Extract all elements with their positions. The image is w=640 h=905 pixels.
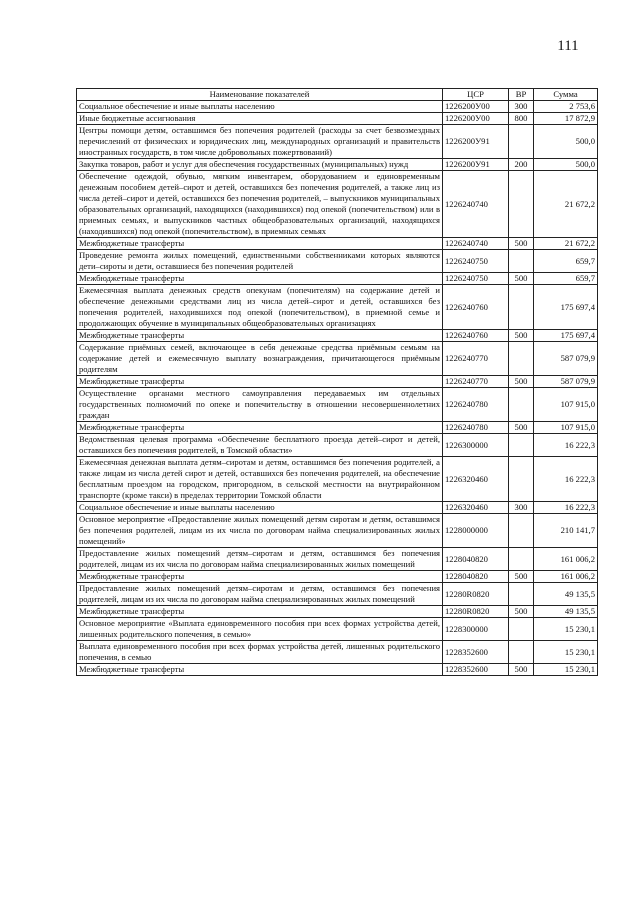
row-vr-cell: 500 <box>509 571 534 583</box>
row-sum-cell: 21 672,2 <box>534 238 598 250</box>
row-vr-cell <box>509 583 534 606</box>
table-row <box>77 606 598 618</box>
table-row <box>77 502 598 514</box>
row-vr-cell <box>509 641 534 664</box>
table-row <box>77 171 598 238</box>
table-row <box>77 250 598 273</box>
row-name-cell: Проведение ремонта жилых помещений, единственными собственниками которых являются дети–сироты и дети, оставшиеся без попечения родителей <box>77 250 443 273</box>
row-csr-cell: 1226240740 <box>443 171 509 238</box>
table-row <box>77 548 598 571</box>
row-vr-cell: 800 <box>509 113 534 125</box>
row-vr-cell: 300 <box>509 502 534 514</box>
row-name-cell: Основное мероприятие «Предоставление жилых помещений детям сиротам и детям, оставшимся без попечения родителей, лицам из их числа по договорам найма специализированных жилых помещений» <box>77 514 443 548</box>
table-row <box>77 514 598 548</box>
row-name-cell: Предоставление жилых помещений детям–сиротам и детям, оставшимся без попечения родителей, лицам из их числа по договорам найма специализированных жилых помещений <box>77 548 443 571</box>
row-sum-cell: 49 135,5 <box>534 583 598 606</box>
row-name-cell: Предоставление жилых помещений детям–сиротам и детям, оставшимся без попечения родителей, лицам из их числа по договорам найма специализированных жилых помещений <box>77 583 443 606</box>
table-row <box>77 422 598 434</box>
table-row <box>77 457 598 502</box>
row-sum-cell: 16 222,3 <box>534 502 598 514</box>
row-sum-cell: 21 672,2 <box>534 171 598 238</box>
row-sum-cell: 659,7 <box>534 250 598 273</box>
row-sum-cell: 175 697,4 <box>534 330 598 342</box>
header-vr: ВР <box>509 89 534 101</box>
page-number: 111 <box>557 38 579 54</box>
row-name-cell: Осуществление органами местного самоуправления передаваемых им отдельных государственных полномочий по опеке и попечительству в отношении несовершеннолетних граждан <box>77 388 443 422</box>
row-name-cell: Социальное обеспечение и иные выплаты населению <box>77 101 443 113</box>
row-vr-cell: 500 <box>509 376 534 388</box>
table-row <box>77 641 598 664</box>
row-sum-cell: 587 079,9 <box>534 342 598 376</box>
row-csr-cell: 1226200У00 <box>443 113 509 125</box>
table-row <box>77 342 598 376</box>
row-name-cell: Ведомственная целевая программа «Обеспечение бесплатного проезда детей–сирот и детей, оставшихся без попечения родителей, в Томской области» <box>77 434 443 457</box>
table-row <box>77 618 598 641</box>
row-sum-cell: 175 697,4 <box>534 285 598 330</box>
row-sum-cell: 49 135,5 <box>534 606 598 618</box>
row-vr-cell <box>509 388 534 422</box>
header-csr: ЦСР <box>443 89 509 101</box>
table-row <box>77 664 598 676</box>
table-row <box>77 125 598 159</box>
row-sum-cell: 161 006,2 <box>534 548 598 571</box>
row-name-cell: Межбюджетные трансферты <box>77 273 443 285</box>
row-csr-cell: 1226240770 <box>443 376 509 388</box>
row-csr-cell: 1228352600 <box>443 641 509 664</box>
row-csr-cell: 1228040820 <box>443 571 509 583</box>
row-name-cell: Выплата единовременного пособия при всех формах устройства детей, лишенных родительского попечения, в семью <box>77 641 443 664</box>
row-vr-cell <box>509 285 534 330</box>
row-sum-cell: 15 230,1 <box>534 618 598 641</box>
table-row <box>77 330 598 342</box>
row-csr-cell: 12280R0820 <box>443 583 509 606</box>
row-name-cell: Центры помощи детям, оставшимся без попечения родителей (расходы за счет безвозмездных перечислений от физических и юридических лиц, международных организаций и правительств иностранных государств, в том числе добровольных пожертвований) <box>77 125 443 159</box>
row-sum-cell: 107 915,0 <box>534 388 598 422</box>
row-vr-cell <box>509 434 534 457</box>
row-csr-cell: 1228352600 <box>443 664 509 676</box>
row-csr-cell: 12280R0820 <box>443 606 509 618</box>
row-csr-cell: 1226300000 <box>443 434 509 457</box>
row-sum-cell: 500,0 <box>534 159 598 171</box>
table-row <box>77 113 598 125</box>
row-csr-cell: 1226240750 <box>443 250 509 273</box>
row-name-cell: Межбюджетные трансферты <box>77 376 443 388</box>
table-row <box>77 571 598 583</box>
row-name-cell: Межбюджетные трансферты <box>77 238 443 250</box>
row-csr-cell: 1226240780 <box>443 422 509 434</box>
row-csr-cell: 1228000000 <box>443 514 509 548</box>
row-name-cell: Социальное обеспечение и иные выплаты населению <box>77 502 443 514</box>
row-csr-cell: 1228040820 <box>443 548 509 571</box>
row-csr-cell: 1226320460 <box>443 502 509 514</box>
row-csr-cell: 1226200У00 <box>443 101 509 113</box>
row-name-cell: Межбюджетные трансферты <box>77 606 443 618</box>
table-header-row <box>77 89 598 101</box>
table-row <box>77 101 598 113</box>
row-vr-cell <box>509 618 534 641</box>
header-name: Наименование показателей <box>77 89 443 101</box>
row-csr-cell: 1226240760 <box>443 330 509 342</box>
row-vr-cell <box>509 250 534 273</box>
row-name-cell: Межбюджетные трансферты <box>77 422 443 434</box>
row-sum-cell: 15 230,1 <box>534 641 598 664</box>
row-vr-cell: 200 <box>509 159 534 171</box>
row-name-cell: Межбюджетные трансферты <box>77 571 443 583</box>
row-vr-cell: 500 <box>509 238 534 250</box>
table-row <box>77 583 598 606</box>
row-sum-cell: 587 079,9 <box>534 376 598 388</box>
row-vr-cell: 500 <box>509 606 534 618</box>
row-name-cell: Ежемесячная денежная выплата детям–сиротам и детям, оставшимся без попечения родителей, а также лицам из числа детей сирот и детей, оставшихся без попечения родителей, на обеспечение бесплатным проездом на городском, пригородном, в сельской местности на внутрирайонном транспорте (кроме такси) в пределах территории Томской области <box>77 457 443 502</box>
row-csr-cell: 1226320460 <box>443 457 509 502</box>
row-vr-cell: 500 <box>509 422 534 434</box>
row-name-cell: Обеспечение одеждой, обувью, мягким инвентарем, оборудованием и единовременным денежным пособием детей–сирот и детей, оставшихся без попечения родителей, а также лиц из числа детей–сирот и детей, оставшихся без попечения родителей, – выпускников муниципальных образовательных организаций, находящихся (находившихся) под опекой (попечительством) или в приемных семьях, и выпускников частных общеобразовательных организаций, находящихся (находившихся) под опекой (попечительством), в приемных семьях <box>77 171 443 238</box>
row-sum-cell: 107 915,0 <box>534 422 598 434</box>
row-vr-cell: 500 <box>509 330 534 342</box>
budget-table <box>76 88 598 676</box>
row-csr-cell: 1228300000 <box>443 618 509 641</box>
row-sum-cell: 659,7 <box>534 273 598 285</box>
row-csr-cell: 1226240750 <box>443 273 509 285</box>
table-row <box>77 388 598 422</box>
row-vr-cell <box>509 457 534 502</box>
row-csr-cell: 1226240740 <box>443 238 509 250</box>
row-vr-cell: 500 <box>509 664 534 676</box>
row-sum-cell: 161 006,2 <box>534 571 598 583</box>
row-name-cell: Межбюджетные трансферты <box>77 664 443 676</box>
row-name-cell: Основное мероприятие «Выплата единовременного пособия при всех формах устройства детей, лишенных родительского попечения, в семью» <box>77 618 443 641</box>
row-csr-cell: 1226240780 <box>443 388 509 422</box>
table-row <box>77 159 598 171</box>
row-name-cell: Закупка товаров, работ и услуг для обеспечения государственных (муниципальных) нужд <box>77 159 443 171</box>
row-name-cell: Содержание приёмных семей, включающее в себя денежные средства приёмным семьям на содержание детей и ежемесячную выплату вознаграждения, причитающегося приёмным родителям <box>77 342 443 376</box>
row-vr-cell: 500 <box>509 273 534 285</box>
table-row <box>77 434 598 457</box>
table-row <box>77 285 598 330</box>
row-sum-cell: 210 141,7 <box>534 514 598 548</box>
row-sum-cell: 15 230,1 <box>534 664 598 676</box>
table-body <box>77 101 598 676</box>
row-csr-cell: 1226200У91 <box>443 125 509 159</box>
row-sum-cell: 16 222,3 <box>534 434 598 457</box>
row-vr-cell <box>509 171 534 238</box>
row-vr-cell <box>509 342 534 376</box>
table-row <box>77 376 598 388</box>
row-csr-cell: 1226200У91 <box>443 159 509 171</box>
table-row <box>77 238 598 250</box>
row-sum-cell: 16 222,3 <box>534 457 598 502</box>
row-sum-cell: 17 872,9 <box>534 113 598 125</box>
row-vr-cell: 300 <box>509 101 534 113</box>
row-vr-cell <box>509 548 534 571</box>
row-csr-cell: 1226240770 <box>443 342 509 376</box>
row-name-cell: Иные бюджетные ассигнования <box>77 113 443 125</box>
row-sum-cell: 500,0 <box>534 125 598 159</box>
row-vr-cell <box>509 125 534 159</box>
row-name-cell: Ежемесячная выплата денежных средств опекунам (попечителям) на содержание детей и обеспечение денежными средствами лиц из числа детей–сирот и детей, оставшихся без попечения родителей, находившихся под опекой (попечительством), в приемной семье и продолжающих обучение в муниципальных общеобразовательных организациях <box>77 285 443 330</box>
row-vr-cell <box>509 514 534 548</box>
row-name-cell: Межбюджетные трансферты <box>77 330 443 342</box>
table-row <box>77 273 598 285</box>
row-csr-cell: 1226240760 <box>443 285 509 330</box>
header-sum: Сумма <box>534 89 598 101</box>
row-sum-cell: 2 753,6 <box>534 101 598 113</box>
